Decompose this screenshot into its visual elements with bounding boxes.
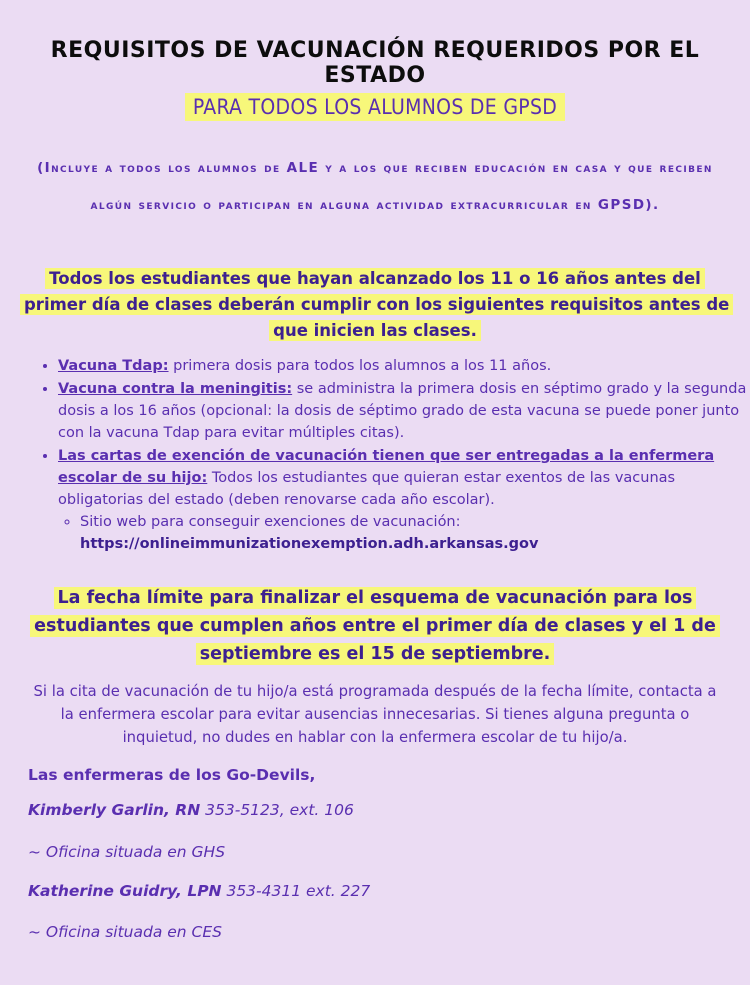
scope-note: (Incluye a todos los alumnos de ALE y a los que reciben educación en casa y que reciben algún servicio o participan en alguna actividad extracurricular en GPSD). (37, 160, 713, 213)
exemption-link[interactable]: https://onlineimmunizationexemption.adh.arkansas.gov (80, 536, 539, 552)
exemption-label: Sitio web para conseguir exenciones de vacunación: (80, 514, 461, 530)
deadline-notice (20, 584, 730, 668)
nurse-1-phone: 353-5123, ext. 106 (200, 801, 354, 819)
requirement-term: Vacuna contra la meningitis: (58, 381, 293, 397)
requirement-intro (20, 266, 730, 344)
requirement-term: Vacuna Tdap: (58, 358, 169, 374)
list-item (58, 355, 748, 377)
nurse-2-office: ~ Oficina situada en CES (28, 923, 222, 941)
exemption-sublist (58, 511, 748, 555)
requirement-intro-text: Todos los estudiantes que hayan alcanzado los 11 o 16 años antes del primer día de clases deberán cumplir con los siguientes requisitos antes de que inicien las clases. (20, 268, 733, 341)
page-title: REQUISITOS DE VACUNACIÓN REQUERIDOS POR EL ESTADO (50, 38, 700, 88)
list-item (80, 511, 748, 555)
nurse-1-contact (28, 801, 728, 819)
list-item (58, 445, 748, 555)
nurse-2-name: Katherine Guidry, LPN (28, 882, 222, 900)
requirement-text: se administra la primera dosis en séptimo grado y la segunda dosis a los 16 años (opcional: la dosis de séptimo grado de esta vacuna se puede poner junto con la vacuna Tdap para evitar múltiples citas). (58, 381, 747, 441)
subtitle-container (0, 93, 750, 121)
nurse-2-contact (28, 882, 728, 900)
requirement-text: primera dosis para todos los alumnos a los 11 años. (168, 358, 552, 374)
requirement-term: Las cartas de exención de vacunación tienen que ser entregadas a la enfermera escolar de su hijo: (58, 448, 715, 486)
nurse-1-name: Kimberly Garlin, RN (28, 801, 201, 819)
requirements-list (36, 355, 748, 556)
appointment-note: Si la cita de vacunación de tu hijo/a está programada después de la fecha límite, contacta a la enfermera escolar para evitar ausencias innecesarias. Si tienes alguna pregunta o inquietud, no dudes en hablar con la enfermera escolar de tu hijo/a. (33, 683, 717, 746)
requirement-text: Todos los estudiantes que quieran estar exentos de las vacunas obligatorias del estado (deben renovarse cada año escolar). (58, 470, 676, 508)
nurse-2-phone: 353-4311 ext. 227 (221, 882, 371, 900)
deadline-text: La fecha límite para finalizar el esquema de vacunación para los estudiantes que cumplen años entre el primer día de clases y el 1 de septiembre es el 15 de septiembre. (30, 587, 720, 665)
list-item (58, 378, 748, 444)
signature-heading: Las enfermeras de los Go-Devils, (28, 766, 316, 784)
page-subtitle: PARA TODOS LOS ALUMNOS DE GPSD (185, 93, 565, 121)
nurse-1-office: ~ Oficina situada en GHS (28, 843, 226, 861)
